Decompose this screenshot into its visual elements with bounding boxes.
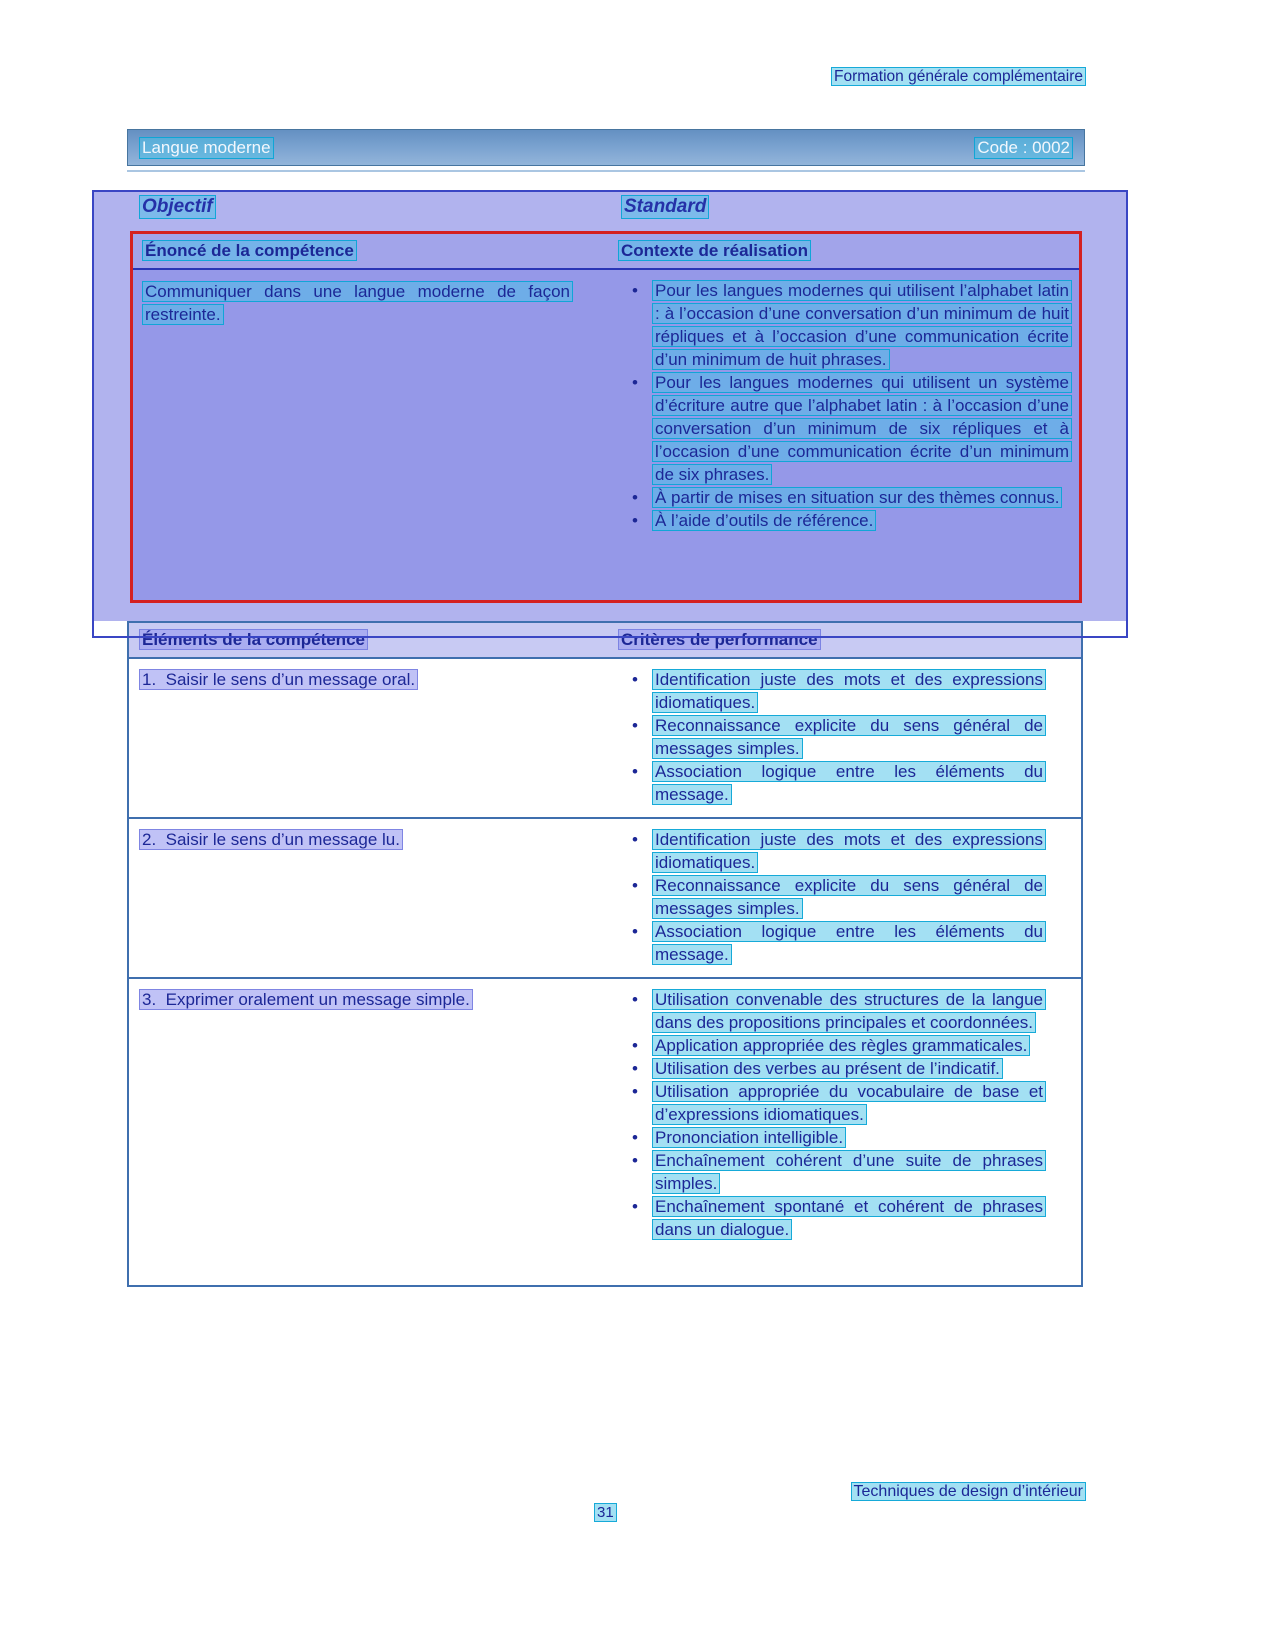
- bullet-icon: •: [632, 1128, 638, 1147]
- element-row: [129, 817, 1081, 977]
- bullet-icon: •: [632, 762, 638, 781]
- element-row: [129, 977, 1081, 1285]
- element-label-cell: [129, 666, 617, 806]
- competence-table: [130, 231, 1082, 603]
- criteres-header: Critères de performance: [621, 630, 818, 649]
- element-label: 2. Saisir le sens d’un message lu.: [142, 830, 400, 849]
- criteria-item: [617, 668, 1073, 714]
- criteria-item: [617, 1195, 1073, 1241]
- bullet-icon: •: [632, 1059, 638, 1078]
- element-label-cell: [129, 826, 617, 966]
- criteria-item-text: Association logique entre les éléments du message.: [655, 762, 1043, 804]
- bullet-icon: •: [632, 922, 638, 941]
- criteria-item: [617, 874, 1073, 920]
- criteria-item: [617, 760, 1073, 806]
- bullet-icon: •: [632, 716, 638, 735]
- criteria-item: [617, 1080, 1073, 1126]
- criteria-item: [617, 828, 1073, 874]
- bullet-icon: •: [632, 670, 638, 689]
- element-label-cell: [129, 986, 617, 1274]
- element-label: 3. Exprimer oralement un message simple.: [142, 990, 470, 1009]
- course-header-bar: [127, 129, 1085, 166]
- bullet-icon: •: [632, 1151, 638, 1170]
- criteria-item-text: Identification juste des mots et des expressions idiomatiques.: [655, 830, 1043, 872]
- criteria-item-text: Enchaînement cohérent d’une suite de phrases simples.: [655, 1151, 1043, 1193]
- criteria-list: [617, 986, 1081, 1274]
- elements-header-cell: [129, 630, 617, 650]
- criteria-item: [617, 1057, 1073, 1080]
- bullet-icon: •: [632, 1197, 638, 1216]
- contexte-item-text: Pour les langues modernes qui utilisent l’alphabet latin : à l’occasion d’une conversation d’un minimum de huit répliques et à l’occasion d’une communication écrite d’un minimum de huit phrases.: [655, 281, 1069, 369]
- contexte-item: [617, 279, 1071, 371]
- bullet-icon: •: [632, 511, 638, 530]
- footer-note: [852, 1483, 1085, 1501]
- page-number-text: 31: [597, 1504, 614, 1521]
- contexte-item: [617, 486, 1071, 509]
- element-row: [129, 659, 1081, 817]
- elements-table-header: [129, 623, 1081, 659]
- elements-table: [127, 621, 1083, 1287]
- contexte-header-cell: [617, 241, 1079, 261]
- criteria-item: [617, 714, 1073, 760]
- enonce-cell: [133, 270, 617, 600]
- contexte-item: [617, 509, 1071, 532]
- page-number: [595, 1504, 616, 1521]
- bullet-icon: •: [632, 990, 638, 1009]
- criteria-item-text: Utilisation convenable des structures de la langue dans des propositions principales et coordonnées.: [655, 990, 1043, 1032]
- criteria-item: [617, 1126, 1073, 1149]
- bullet-icon: •: [632, 1036, 638, 1055]
- bullet-icon: •: [632, 281, 638, 300]
- criteria-item-text: Prononciation intelligible.: [655, 1128, 844, 1147]
- criteria-list: [617, 666, 1081, 806]
- contexte-item: [617, 371, 1071, 486]
- objectif-heading: Objectif: [142, 196, 213, 217]
- bullet-icon: •: [632, 373, 638, 392]
- header-note: [832, 68, 1085, 86]
- criteria-item: [617, 920, 1073, 966]
- contexte-header: Contexte de réalisation: [621, 241, 809, 260]
- criteria-item: [617, 1149, 1073, 1195]
- course-title: Langue moderne: [142, 137, 271, 157]
- criteria-list: [617, 826, 1081, 966]
- enonce-header-cell: [133, 241, 617, 261]
- competence-table-body: [133, 270, 1079, 600]
- criteria-item-text: Enchaînement spontané et cohérent de phrases dans un dialogue.: [655, 1197, 1043, 1239]
- bullet-icon: •: [632, 1082, 638, 1101]
- contexte-list: [617, 270, 1079, 600]
- criteria-item: [617, 1034, 1073, 1057]
- contexte-item-text: Pour les langues modernes qui utilisent un système d’écriture autre que l’alphabet latin : à l’occasion d’une conversation d’un minimum de six répliques et à l’occasion d’une communication écrite d’un minimum de six phrases.: [655, 373, 1069, 484]
- criteria-item: [617, 988, 1073, 1034]
- criteria-item-text: Identification juste des mots et des expressions idiomatiques.: [655, 670, 1043, 712]
- bullet-icon: •: [632, 876, 638, 895]
- criteria-item-text: Reconnaissance explicite du sens général de messages simples.: [655, 716, 1043, 758]
- bullet-icon: •: [632, 830, 638, 849]
- criteria-item-text: Reconnaissance explicite du sens général de messages simples.: [655, 876, 1043, 918]
- header-bar-underline: [127, 170, 1085, 172]
- header-note-text: Formation générale complémentaire: [834, 68, 1083, 85]
- course-code: Code : 0002: [977, 137, 1070, 157]
- standard-heading: Standard: [624, 196, 707, 217]
- bullet-icon: •: [632, 488, 638, 507]
- criteria-item-text: Utilisation des verbes au présent de l’indicatif.: [655, 1059, 1000, 1078]
- contexte-item-text: À l’aide d’outils de référence.: [655, 511, 874, 530]
- footer-note-text: Techniques de design d’intérieur: [853, 1483, 1083, 1500]
- elements-header: Éléments de la compétence: [142, 630, 365, 649]
- enonce-text: Communiquer dans une langue moderne de façon restreinte.: [145, 282, 570, 324]
- element-label: 1. Saisir le sens d’un message oral.: [142, 670, 416, 689]
- elements-rows: [129, 659, 1081, 1285]
- criteria-item-text: Utilisation appropriée du vocabulaire de base et d’expressions idiomatiques.: [655, 1082, 1043, 1124]
- criteria-item-text: Application appropriée des règles grammaticales.: [655, 1036, 1028, 1055]
- contexte-item-text: À partir de mises en situation sur des thèmes connus.: [655, 488, 1060, 507]
- enonce-header: Énoncé de la compétence: [145, 241, 354, 260]
- criteria-item-text: Association logique entre les éléments du message.: [655, 922, 1043, 964]
- competence-table-header: [133, 234, 1079, 270]
- criteres-header-cell: [617, 630, 1081, 650]
